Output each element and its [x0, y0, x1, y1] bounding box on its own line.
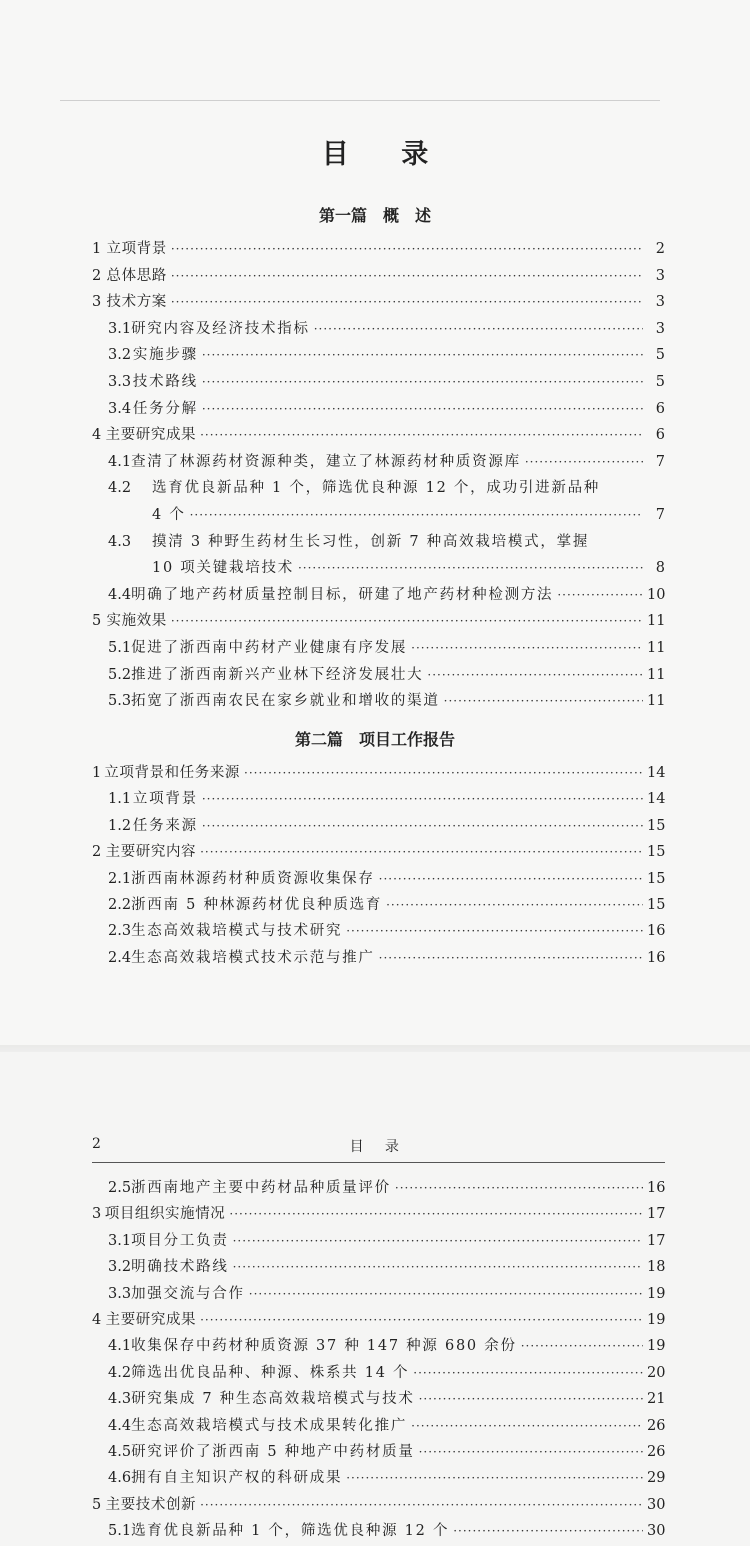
toc-entry-number: 4.4 — [108, 586, 132, 603]
toc-entry-number: 2.5 — [108, 1180, 132, 1196]
toc-entry-label: 生态高效栽培模式与技术成果转化推广 — [131, 1417, 408, 1434]
toc-entry-number: 2 — [92, 844, 102, 861]
toc-entry-number: 2.2 — [108, 897, 132, 913]
toc-entry-number: 5.2 — [108, 666, 132, 683]
toc-entry[interactable] — [92, 263, 665, 289]
toc-entry-label: 选育优良新品种 1 个，筛选优良种源 12 个，成功引进新品种 — [152, 480, 601, 497]
leader-dots — [346, 1465, 643, 1491]
toc-entry-page: 29 — [647, 1470, 666, 1487]
toc-entry[interactable] — [108, 316, 665, 342]
toc-entry-number: 5.3 — [108, 693, 132, 710]
toc-entry-page: 11 — [647, 640, 666, 656]
leader-dots — [171, 263, 643, 289]
toc-entry-page: 7 — [655, 507, 665, 523]
leader-dots — [202, 342, 643, 368]
toc-entry[interactable] — [108, 786, 665, 812]
toc-entry-number: 2.4 — [108, 949, 132, 966]
toc-entry-number: 4.2 — [108, 1364, 132, 1381]
toc-entry[interactable] — [108, 475, 665, 501]
running-title: 目 录 — [349, 1139, 408, 1155]
toc-entry-number: 1.1 — [108, 791, 132, 808]
toc-entry-number: 5.1 — [108, 1523, 132, 1540]
toc-entry-number: 5 — [92, 613, 102, 630]
leader-dots — [233, 1254, 643, 1280]
leader-dots — [427, 662, 643, 688]
toc-entry-page: 3 — [655, 267, 665, 284]
toc-entry-number: 2.1 — [108, 870, 132, 887]
toc-entry-number: 2 — [92, 267, 102, 284]
toc-entry-page: 15 — [647, 897, 666, 913]
toc-entry-page: 17 — [647, 1206, 666, 1223]
toc-entry-label: 摸清 3 种野生药材生长习性，创新 7 种高效栽培模式，掌握 — [152, 533, 590, 550]
toc-entry-label: 任务来源 — [132, 817, 198, 834]
toc-entry-label: 收集保存中药材种质资源 37 种 147 种源 680 余份 — [131, 1338, 517, 1355]
leader-dots — [395, 1175, 643, 1201]
toc-entry-number: 4.5 — [108, 1444, 132, 1460]
leader-dots — [171, 236, 643, 262]
toc-entry-label: 生态高效栽培模式与技术研究 — [131, 923, 343, 940]
toc-entry-label: 技术路线 — [132, 374, 198, 390]
leader-dots — [419, 1386, 643, 1412]
toc-entry[interactable] — [108, 1439, 665, 1465]
leader-dots — [346, 918, 643, 944]
toc-entry[interactable] — [108, 342, 665, 368]
toc-entry-page: 15 — [647, 844, 666, 861]
toc-entry-label: 拥有自主知识产权的科研成果 — [131, 1470, 343, 1487]
toc-entry[interactable] — [108, 1386, 665, 1412]
toc-entry-number: 4 — [92, 1312, 102, 1328]
toc-entry[interactable] — [108, 635, 665, 661]
toc-entry[interactable] — [108, 813, 665, 839]
toc-entry-label-continued: 4 个 — [152, 507, 186, 523]
leader-dots — [200, 422, 643, 448]
toc-entry[interactable] — [108, 1333, 665, 1359]
toc-entry-label: 项目分工负责 — [131, 1232, 229, 1249]
toc-entry-label: 明确技术路线 — [131, 1259, 229, 1276]
toc-entry-label: 查清了林源药材资源种类，建立了林源药材种质资源库 — [131, 453, 521, 470]
toc-entry-page: 7 — [655, 453, 665, 470]
toc-entry-page: 30 — [647, 1523, 666, 1540]
leader-dots — [298, 555, 643, 581]
toc-entry[interactable] — [108, 1413, 665, 1439]
running-header — [92, 1136, 665, 1163]
toc-entry-label: 浙西南地产主要中药材品种质量评价 — [131, 1180, 391, 1196]
toc-entry[interactable] — [108, 1228, 665, 1254]
leader-dots — [200, 839, 643, 865]
toc-entry[interactable] — [108, 582, 665, 608]
toc-entry-page: 30 — [647, 1496, 666, 1513]
toc-entry-label: 浙西南林源药材种质资源收集保存 — [131, 870, 375, 887]
page-title: 目 录 — [321, 139, 450, 170]
toc-entry-number: 4.1 — [108, 453, 132, 470]
toc-entry-label: 立项背景和任务来源 — [104, 765, 241, 781]
toc-entry-page: 26 — [647, 1417, 666, 1434]
toc-entry[interactable] — [92, 1307, 665, 1333]
leader-dots — [411, 635, 643, 661]
toc-entry-label: 项目组织实施情况 — [104, 1206, 226, 1223]
toc-entry[interactable] — [108, 892, 665, 918]
toc-entry-label: 拓宽了浙西南农民在家乡就业和增收的渠道 — [131, 693, 440, 710]
leader-dots — [229, 1201, 643, 1227]
toc-entry[interactable] — [108, 369, 665, 395]
toc-entry-page: 3 — [655, 294, 665, 311]
toc-entry[interactable] — [108, 449, 665, 475]
leader-dots — [202, 786, 643, 812]
toc-entry-number: 5 — [92, 1496, 102, 1513]
toc-entry[interactable] — [92, 1492, 665, 1518]
toc-entry-label: 促进了浙西南中药材产业健康有序发展 — [131, 640, 408, 656]
leader-dots — [200, 1307, 643, 1333]
toc-entry[interactable] — [108, 1175, 665, 1201]
leader-dots — [521, 1333, 643, 1359]
toc-entry-page: 19 — [647, 1338, 666, 1355]
toc-entry-number: 4 — [92, 427, 102, 444]
toc-entry-number: 3.3 — [108, 374, 132, 390]
toc-entry-page: 6 — [655, 400, 665, 417]
leader-dots — [453, 1518, 643, 1544]
toc-entry-label: 筛选出优良品种、种源、株系共 14 个 — [131, 1364, 410, 1381]
leader-dots — [525, 449, 643, 475]
toc-entry-page: 5 — [655, 347, 665, 364]
leader-dots — [444, 688, 643, 714]
leader-dots — [557, 582, 643, 608]
toc-entry-page: 11 — [647, 613, 666, 630]
toc-entry-number: 4.1 — [108, 1338, 132, 1355]
toc-entry-page: 8 — [655, 560, 665, 577]
toc-entry[interactable] — [92, 1201, 665, 1227]
toc-entry[interactable] — [92, 760, 665, 786]
toc-entry-number: 3.4 — [108, 400, 132, 417]
toc-entry-label: 研究内容及经济技术指标 — [131, 320, 310, 337]
leader-dots — [202, 396, 643, 422]
toc-entry-label: 主要技术创新 — [105, 1496, 197, 1513]
toc-entry-label-continued: 10 项关键栽培技术 — [152, 560, 294, 577]
toc-entry-page: 21 — [647, 1391, 666, 1408]
toc-entry-page: 19 — [647, 1285, 666, 1302]
leader-dots — [249, 1281, 643, 1307]
toc-entry-continuation[interactable] — [152, 502, 665, 528]
toc-entry[interactable] — [108, 396, 665, 422]
toc-entry-page: 15 — [647, 870, 666, 887]
toc-entry-number: 4.4 — [108, 1417, 132, 1434]
toc-entry[interactable] — [108, 1254, 665, 1280]
leader-dots — [202, 369, 643, 395]
toc-entry-label: 浙西南 5 种林源药材优良种质选育 — [131, 897, 383, 913]
toc-entry-page: 10 — [647, 586, 666, 603]
leader-dots — [200, 1492, 643, 1518]
toc-entry[interactable] — [92, 608, 665, 634]
toc-entry-number: 1 — [92, 241, 102, 257]
toc-entry-number: 5.1 — [108, 640, 132, 656]
toc-entry-page: 14 — [647, 791, 666, 808]
toc-entry-page: 18 — [647, 1259, 666, 1276]
toc-entry-label: 主要研究成果 — [105, 427, 197, 444]
toc-entry-number: 4.3 — [108, 1391, 132, 1408]
leader-dots — [314, 316, 643, 342]
toc-entry-label: 技术方案 — [106, 294, 167, 311]
toc-entry-page: 16 — [647, 949, 666, 966]
toc-entry-page: 20 — [647, 1364, 666, 1381]
toc-entry-page: 26 — [647, 1444, 666, 1460]
leader-dots — [419, 1439, 643, 1465]
toc-entry-number: 3.1 — [108, 320, 132, 337]
toc-entry-label: 选育优良新品种 1 个，筛选优良种源 12 个 — [131, 1523, 450, 1540]
leader-dots — [244, 760, 643, 786]
leader-dots — [171, 289, 643, 315]
toc-entry-page: 17 — [647, 1232, 666, 1249]
toc-entry-page: 5 — [655, 374, 665, 390]
toc-entry[interactable] — [92, 289, 665, 315]
toc-entry[interactable] — [108, 1465, 665, 1491]
toc-entry-label: 研究评价了浙西南 5 种地产中药材质量 — [131, 1444, 415, 1460]
toc-entry-label: 生态高效栽培模式技术示范与推广 — [131, 949, 375, 966]
toc-entry-page: 11 — [647, 666, 666, 683]
leader-dots — [379, 866, 643, 892]
toc-entry-continuation[interactable] — [152, 555, 665, 581]
toc-entry-page: 3 — [655, 320, 665, 337]
toc-entry-label: 总体思路 — [106, 267, 167, 284]
toc-entry-label: 明确了地产药材质量控制目标，研建了地产药材种检测方法 — [131, 586, 554, 603]
leader-dots — [413, 1360, 643, 1386]
toc-entry-number: 4.2 — [108, 480, 132, 497]
toc-entry[interactable] — [108, 688, 665, 714]
toc-entry-label: 实施效果 — [106, 613, 167, 630]
toc-entry-page: 16 — [647, 923, 666, 940]
toc-entry-label: 实施步骤 — [132, 347, 198, 364]
toc-entry[interactable] — [108, 866, 665, 892]
toc-entry-page: 19 — [647, 1312, 666, 1328]
leader-dots — [386, 892, 643, 918]
toc-entry[interactable] — [108, 529, 665, 555]
part-heading-1: 第一篇 概 述 — [318, 206, 431, 225]
toc-entry-number: 3 — [92, 1206, 102, 1223]
toc-entry[interactable] — [108, 918, 665, 944]
toc-entry-page: 16 — [647, 1180, 666, 1196]
page-number: 2 — [92, 1136, 101, 1152]
leader-dots — [411, 1413, 643, 1439]
leader-dots — [190, 502, 643, 528]
toc-entry[interactable] — [108, 1281, 665, 1307]
toc-entry-number: 4.6 — [108, 1470, 132, 1487]
leader-dots — [171, 608, 643, 634]
toc-entry-number: 1 — [92, 765, 102, 781]
toc-entry[interactable] — [92, 422, 665, 448]
toc-entry-label: 主要研究成果 — [105, 1312, 197, 1328]
toc-entry-number: 3 — [92, 294, 102, 311]
leader-dots — [202, 813, 643, 839]
toc-entry-label: 立项背景 — [106, 241, 167, 257]
toc-entry-number: 3.2 — [108, 1259, 132, 1276]
toc-entry-page: 2 — [655, 241, 665, 257]
toc-entry-number: 4.3 — [108, 533, 132, 550]
toc-entry-label: 主要研究内容 — [105, 844, 197, 861]
toc-entry-page: 15 — [647, 817, 666, 834]
leader-dots — [379, 945, 643, 971]
toc-entry[interactable] — [92, 236, 665, 262]
toc-entry-page: 6 — [655, 427, 665, 444]
part-heading-2: 第二篇 项目工作报告 — [294, 730, 455, 749]
toc-entry-number: 3.2 — [108, 347, 132, 364]
toc-entry-label: 立项背景 — [132, 791, 198, 808]
toc-entry-number: 2.3 — [108, 923, 132, 940]
toc-entry-number: 1.2 — [108, 817, 132, 834]
toc-entry[interactable] — [108, 1518, 665, 1544]
toc-entry-number: 3.3 — [108, 1285, 132, 1302]
toc-entry-label: 加强交流与合作 — [131, 1285, 245, 1302]
leader-dots — [233, 1228, 643, 1254]
toc-entry-label: 任务分解 — [132, 400, 198, 417]
toc-entry-label: 研究集成 7 种生态高效栽培模式与技术 — [131, 1391, 415, 1408]
toc-entry[interactable] — [108, 1360, 665, 1386]
toc-entry[interactable] — [108, 662, 665, 688]
toc-entry-page: 11 — [647, 693, 666, 710]
bleed-through-line — [60, 100, 660, 101]
toc-entry[interactable] — [108, 945, 665, 971]
toc-entry[interactable] — [92, 839, 665, 865]
toc-entry-number: 3.1 — [108, 1232, 132, 1249]
toc-entry-page: 14 — [647, 765, 666, 781]
toc-entry-label: 推进了浙西南新兴产业林下经济发展壮大 — [131, 666, 424, 683]
